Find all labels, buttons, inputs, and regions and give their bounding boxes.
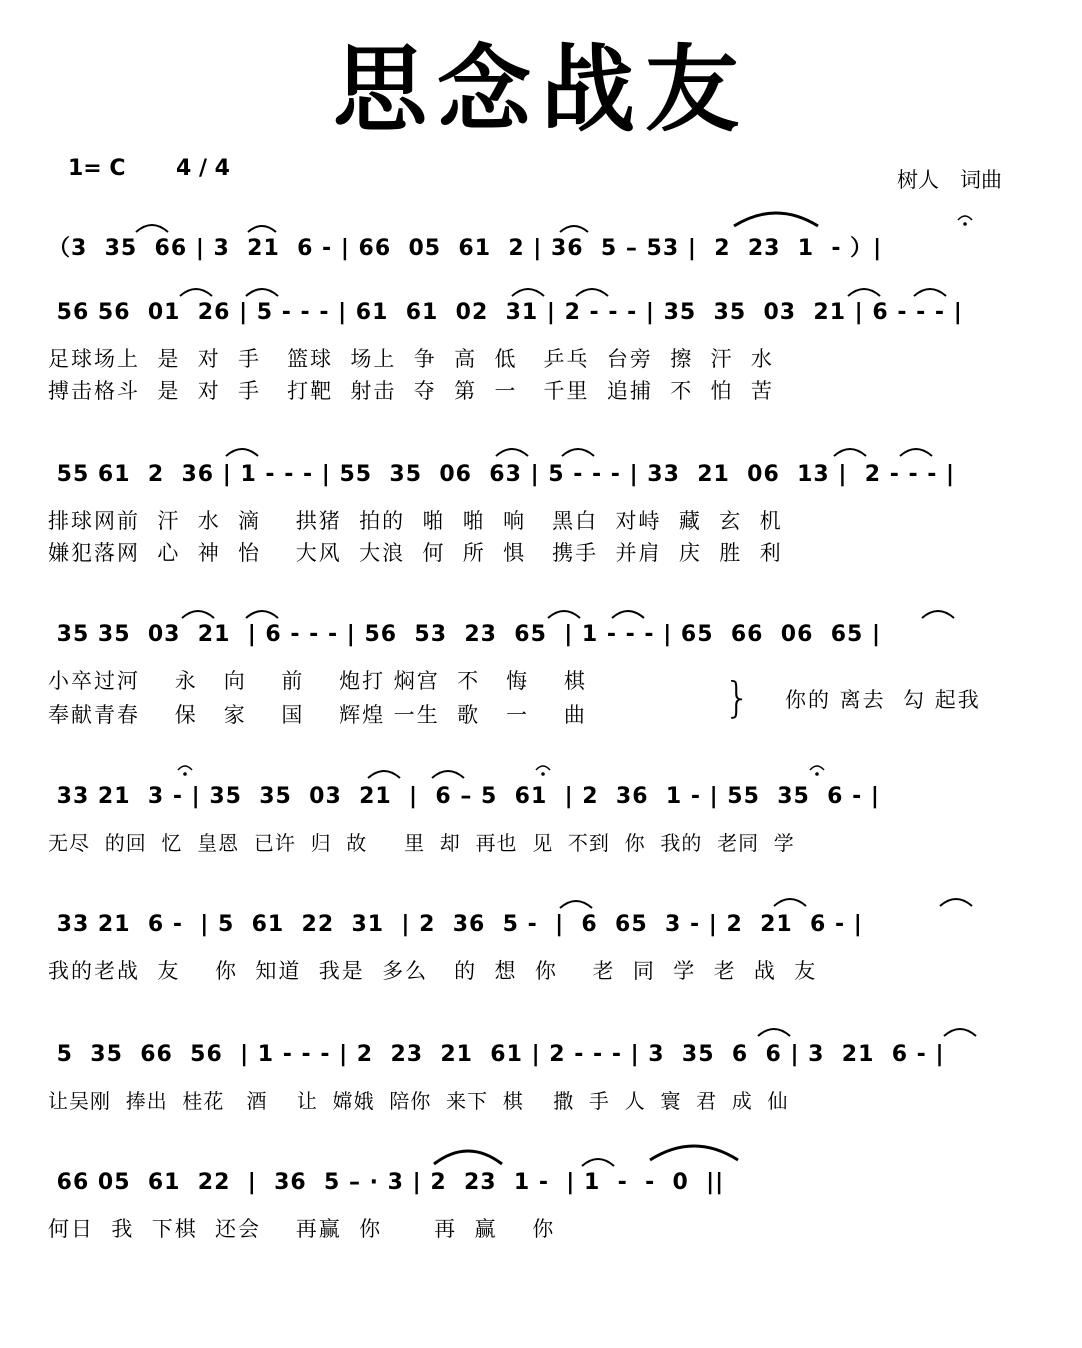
lyric-line-6: 奉献青春 保 家 国 辉煌 一生 歌 一 曲 xyxy=(48,703,587,727)
slur-arc xyxy=(136,225,168,232)
lyric-line-7: 无尽 的回 忆 皇恩 已许 归 故 里 却 再也 见 不到 你 我的 老同 学 xyxy=(48,831,795,855)
slur-arc xyxy=(650,1146,738,1160)
notation-line-5: 33 21 3 - | 35 35 03 21 | 6 – 5 61 | 2 36 1 - | 55 35 6 - | xyxy=(48,784,880,809)
lyric-line-8: 我的老战 友 你 知道 我是 多么 的 想 你 老 同 学 老 战 友 xyxy=(48,959,818,983)
notation-line-8: 66 05 61 22 | 36 5 – · 3 | 2 23 1 - | 1 - - 0 || xyxy=(48,1170,725,1195)
notation-line-3: 55 61 2 36 | 1 - - - | 55 35 06 63 | 5 - - - | 33 21 06 13 | 2 - - - | xyxy=(48,462,956,487)
slur-arc xyxy=(612,611,644,618)
slur-arc xyxy=(914,289,946,296)
author-credit: 树人 词曲 xyxy=(897,168,1002,192)
slur-arc xyxy=(944,1029,976,1036)
key-signature: 1= C xyxy=(68,156,126,181)
slur-arc xyxy=(434,1151,502,1164)
notation-line-4: 35 35 03 21 | 6 - - - | 56 53 23 65 | 1 - - - | 65 66 06 65 | xyxy=(48,622,882,647)
fermata-arc xyxy=(178,766,192,770)
notation-line-7: 5 35 66 56 | 1 - - - | 2 23 21 61 | 2 - - - | 3 35 6 6 | 3 21 6 - | xyxy=(48,1042,945,1067)
slur-arc xyxy=(496,449,528,456)
lyric-line-3: 排球网前 汗 水 滴 拱猪 拍的 啪 啪 响 黑白 对峙 藏 玄 机 xyxy=(48,509,783,533)
slur-arc xyxy=(562,449,594,456)
lyric-line-5: 小卒过河 永 向 前 炮打 焖宫 不 悔 棋 xyxy=(48,669,587,693)
verse-brace: } xyxy=(724,673,751,722)
lyric-line-4: 嫌犯落网 心 神 怡 大风 大浪 何 所 惧 携手 并肩 庆 胜 利 xyxy=(48,541,783,565)
lyric-line-1: 足球场上 是 对 手 篮球 场上 争 高 低 乒乓 台旁 擦 汗 水 xyxy=(48,347,774,371)
slur-arc xyxy=(368,771,400,778)
time-signature: 4 / 4 xyxy=(176,156,230,181)
slur-arc xyxy=(182,611,214,618)
fermata-dot xyxy=(541,772,545,776)
fermata-arc xyxy=(536,766,550,770)
slur-arc xyxy=(576,289,608,296)
notation-line-6: 33 21 6 - | 5 61 22 31 | 2 36 5 - | 6 65 3 - | 2 21 6 - | xyxy=(48,912,863,937)
slur-arc xyxy=(582,1159,614,1166)
slur-arc xyxy=(548,611,580,618)
lyric-line-9: 让吴刚 捧出 桂花 酒 让 嫦娥 陪你 来下 棋 撒 手 人 寰 君 成 仙 xyxy=(48,1089,789,1113)
slur-arc xyxy=(774,899,806,906)
notation-line-1: （3 35 66 | 3 21 6 - | 66 05 61 2 | 36 5 – 53 | 2 23 1 - ）| xyxy=(48,236,883,261)
slur-arc xyxy=(180,289,212,296)
slur-arc xyxy=(940,899,972,906)
fermata-dot xyxy=(963,222,967,226)
slur-arc xyxy=(834,449,866,456)
fermata-arc xyxy=(810,766,824,770)
lyric-line-10: 何日 我 下棋 还会 再赢 你 再 赢 你 xyxy=(48,1217,556,1241)
slur-arc xyxy=(848,289,880,296)
fermata-dot xyxy=(815,772,819,776)
slur-arc xyxy=(734,213,818,226)
slur-arc xyxy=(246,611,278,618)
slur-arc xyxy=(226,449,258,456)
notation-line-2: 56 56 01 26 | 5 - - - | 61 61 02 31 | 2 - - - | 35 35 03 21 | 6 - - - | xyxy=(48,300,963,325)
slur-arc xyxy=(758,1029,790,1036)
slur-arc xyxy=(432,771,464,778)
slur-arc xyxy=(900,449,932,456)
song-title: 思念战友 xyxy=(332,36,749,145)
slur-arc xyxy=(512,289,544,296)
slur-arc xyxy=(922,611,954,618)
slur-arc xyxy=(560,901,592,908)
lyric-line-2: 搏击格斗 是 对 手 打靶 射击 夺 第 一 千里 追捕 不 怕 苦 xyxy=(48,379,774,403)
slur-arc xyxy=(246,289,278,296)
shared-lyric: 你的 离去 勾 起我 xyxy=(785,688,981,712)
fermata-dot xyxy=(183,772,187,776)
fermata-arc xyxy=(958,216,972,220)
